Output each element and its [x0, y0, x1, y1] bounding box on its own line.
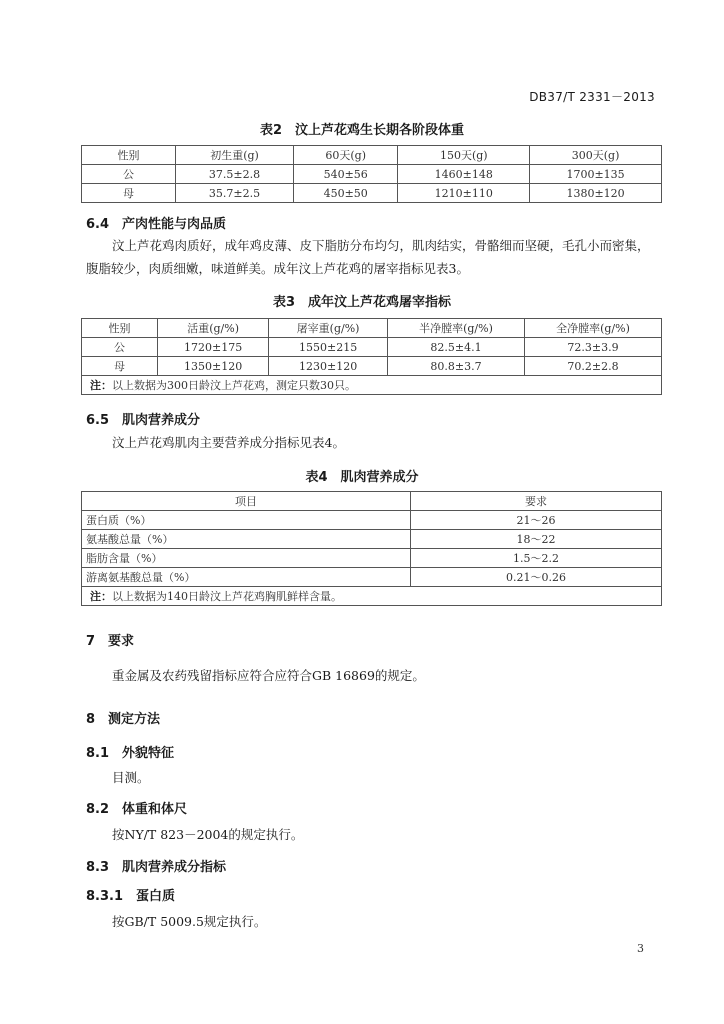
table-cell: 氨基酸总量（%）: [82, 530, 411, 549]
table3-caption: 表3 成年汶上芦花鸡屠宰指标: [272, 295, 452, 310]
paragraph-8-3-1: 按GB/T 5009.5规定执行。: [112, 914, 267, 929]
table-header-cell: 活重(g/%): [158, 319, 269, 338]
table-cell: 70.2±2.8: [524, 357, 661, 376]
section-heading-6-4: 6.4 产肉性能与肉品质: [86, 217, 227, 232]
table-cell: 母: [82, 184, 176, 203]
table-header-row: [82, 319, 662, 338]
table-header-cell: 初生重(g): [176, 146, 294, 165]
table-cell: 18～22: [411, 530, 662, 549]
section-heading-8-2: 8.2 体重和体尺: [86, 802, 188, 817]
table-header-cell: 60天(g): [294, 146, 398, 165]
table-cell: 游离氨基酸总量（%）: [82, 568, 411, 587]
table-header-cell: 150天(g): [398, 146, 530, 165]
table-note-row: [82, 376, 662, 395]
table-header-cell: 半净膛率(g/%): [387, 319, 524, 338]
note-label: 注：: [90, 590, 112, 603]
table-row: [82, 549, 662, 568]
table2-body-weight: [81, 145, 662, 203]
table-cell: 82.5±4.1: [387, 338, 524, 357]
table-cell: 21～26: [411, 511, 662, 530]
paragraph-6-4-line1: 汶上芦花鸡肉质好，成年鸡皮薄、皮下脂肪分布均匀，肌肉结实，骨骼细而坚硬，毛孔小而密集，: [112, 238, 650, 253]
table2-caption: 表2 汶上芦花鸡生长期各阶段体重: [259, 123, 465, 138]
table-cell: 37.5±2.8: [176, 165, 294, 184]
table-cell: 540±56: [294, 165, 398, 184]
note-text: 以上数据为300日龄汶上芦花鸡，测定只数30只。: [112, 379, 356, 392]
table-cell: 1460±148: [398, 165, 530, 184]
table-cell: 公: [82, 165, 176, 184]
table-header-cell: 屠宰重(g/%): [269, 319, 388, 338]
table4-caption: 表4 肌肉营养成分: [305, 470, 419, 485]
section-heading-8: 8 测定方法: [86, 712, 161, 727]
table-cell: 1.5～2.2: [411, 549, 662, 568]
table-row: [82, 184, 662, 203]
paragraph-6-5: 汶上芦花鸡肌肉主要营养成分指标见表4。: [112, 435, 345, 450]
page-number: 3: [637, 942, 644, 955]
note-text: 以上数据为140日龄汶上芦花鸡胸肌鲜样含量。: [112, 590, 342, 603]
table-header-cell: 要求: [411, 492, 662, 511]
section-heading-8-3: 8.3 肌肉营养成分指标: [86, 860, 227, 875]
table-row: [82, 530, 662, 549]
table-cell: 脂肪含量（%）: [82, 549, 411, 568]
table-row: [82, 568, 662, 587]
paragraph-8-2: 按NY/T 823－2004的规定执行。: [112, 827, 304, 842]
table-header-cell: 300天(g): [530, 146, 662, 165]
paragraph-8-1: 目测。: [112, 770, 150, 785]
table-cell: 1350±120: [158, 357, 269, 376]
table-row: [82, 338, 662, 357]
table-row: [82, 165, 662, 184]
table-cell: 公: [82, 338, 158, 357]
table-cell: 0.21～0.26: [411, 568, 662, 587]
table4-muscle-nutrients: [81, 491, 662, 606]
table-cell: 1550±215: [269, 338, 388, 357]
table-cell: 蛋白质（%）: [82, 511, 411, 530]
table-row: [82, 511, 662, 530]
table-cell: 35.7±2.5: [176, 184, 294, 203]
table-cell: 母: [82, 357, 158, 376]
paragraph-7: 重金属及农药残留指标应符合应符合GB 16869的规定。: [112, 668, 425, 683]
table-header-cell: 全净膛率(g/%): [524, 319, 661, 338]
table-cell: 1210±110: [398, 184, 530, 203]
table-row: [82, 357, 662, 376]
table-cell: 80.8±3.7: [387, 357, 524, 376]
table-cell: 1720±175: [158, 338, 269, 357]
table-note-row: [82, 587, 662, 606]
table3-slaughter-indices: [81, 318, 662, 395]
table-header-cell: 性别: [82, 319, 158, 338]
table-header-cell: 项目: [82, 492, 411, 511]
standard-code: DB37/T 2331－2013: [529, 90, 655, 104]
section-heading-8-1: 8.1 外貌特征: [86, 746, 175, 761]
table-note: [82, 587, 662, 606]
table-cell: 450±50: [294, 184, 398, 203]
table-header-cell: 性别: [82, 146, 176, 165]
table-cell: 72.3±3.9: [524, 338, 661, 357]
paragraph-6-4-line2: 腹脂较少，肉质细嫩，味道鲜美。成年汶上芦花鸡的屠宰指标见表3。: [86, 261, 469, 276]
section-heading-8-3-1: 8.3.1 蛋白质: [86, 889, 176, 904]
note-label: 注：: [90, 379, 112, 392]
table-cell: 1380±120: [530, 184, 662, 203]
table-header-row: [82, 146, 662, 165]
table-cell: 1700±135: [530, 165, 662, 184]
table-note: [82, 376, 662, 395]
section-heading-7: 7 要求: [86, 634, 135, 649]
table-header-row: [82, 492, 662, 511]
section-heading-6-5: 6.5 肌肉营养成分: [86, 413, 201, 428]
table-cell: 1230±120: [269, 357, 388, 376]
